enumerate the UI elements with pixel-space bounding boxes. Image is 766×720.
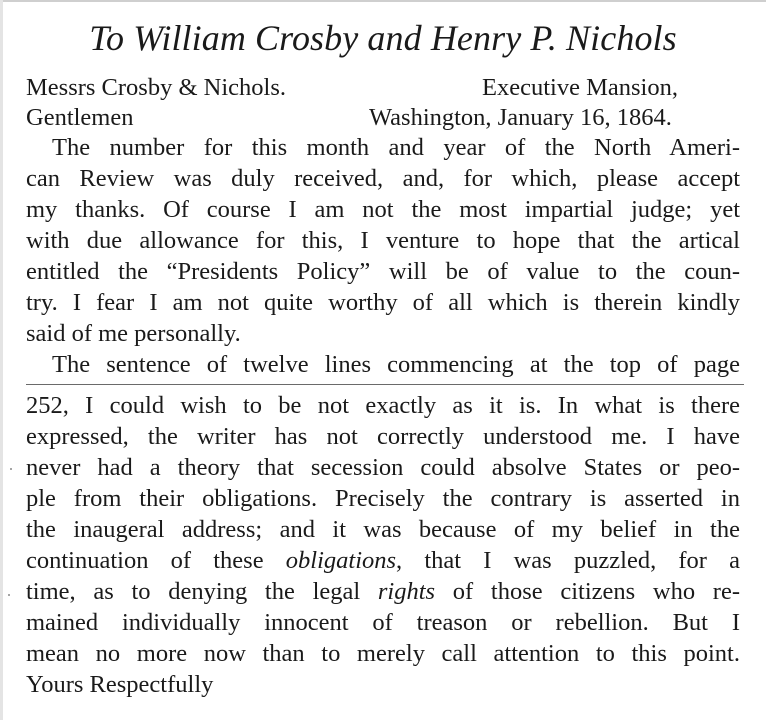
body-line: ple from their obligations. Precisely the contrary is asserted in xyxy=(26,485,740,512)
body-line: try. I fear I am not quite worthy of all which is therein kindly xyxy=(26,289,740,316)
text-run: time, as to denying the legal xyxy=(26,578,378,605)
body-line: can Review was duly received, and, for which, please accept xyxy=(26,165,740,192)
body-line: entitled the “Presidents Policy” will be of value to the coun- xyxy=(26,258,740,285)
body-line: my thanks. Of course I am not the most impartial judge; yet xyxy=(26,196,740,223)
body-line xyxy=(26,576,740,608)
emphasized-word: obligations xyxy=(285,547,397,574)
scan-speck xyxy=(8,594,10,596)
body-line: said of me personally. xyxy=(26,320,241,347)
letter-title: To William Crosby and Henry P. Nichols xyxy=(89,18,677,58)
text-run: , that I was puzzled, for a xyxy=(396,547,741,574)
place: Executive Mansion, xyxy=(482,74,678,101)
body-line: expressed, the writer has not correctly understood me. I have xyxy=(26,423,740,450)
closing: Yours Respectfully xyxy=(26,671,214,698)
body-line: with due allowance for this, I venture to hope that the artical xyxy=(26,227,740,254)
text-run: of those citizens who re- xyxy=(435,578,740,605)
body-line: The sentence of twelve lines commencing at the top of page xyxy=(52,351,740,378)
emphasized-word: rights xyxy=(377,578,436,605)
text-run: continuation of these xyxy=(26,547,286,574)
body-line: the inaugeral address; and it was because of my belief in the xyxy=(26,516,740,543)
body-line: mained individually innocent of treason or rebellion. But I xyxy=(26,609,740,636)
body-line: never had a theory that secession could absolve States or peo- xyxy=(26,454,740,481)
page-frame-top xyxy=(0,0,766,2)
date: Washington, January 16, 1864. xyxy=(369,104,672,131)
page-frame-left xyxy=(0,0,3,720)
scan-speck xyxy=(10,468,12,470)
body-line: mean no more now than to merely call attention to this point. xyxy=(26,640,740,667)
body-line: The number for this month and year of the North Ameri- xyxy=(52,134,740,161)
salutation: Gentlemen xyxy=(26,104,134,131)
page-break-rule xyxy=(26,384,744,385)
addressee: Messrs Crosby & Nichols. xyxy=(26,74,286,101)
body-line xyxy=(26,545,740,577)
body-line: 252, I could wish to be not exactly as it is. In what is there xyxy=(26,392,740,419)
